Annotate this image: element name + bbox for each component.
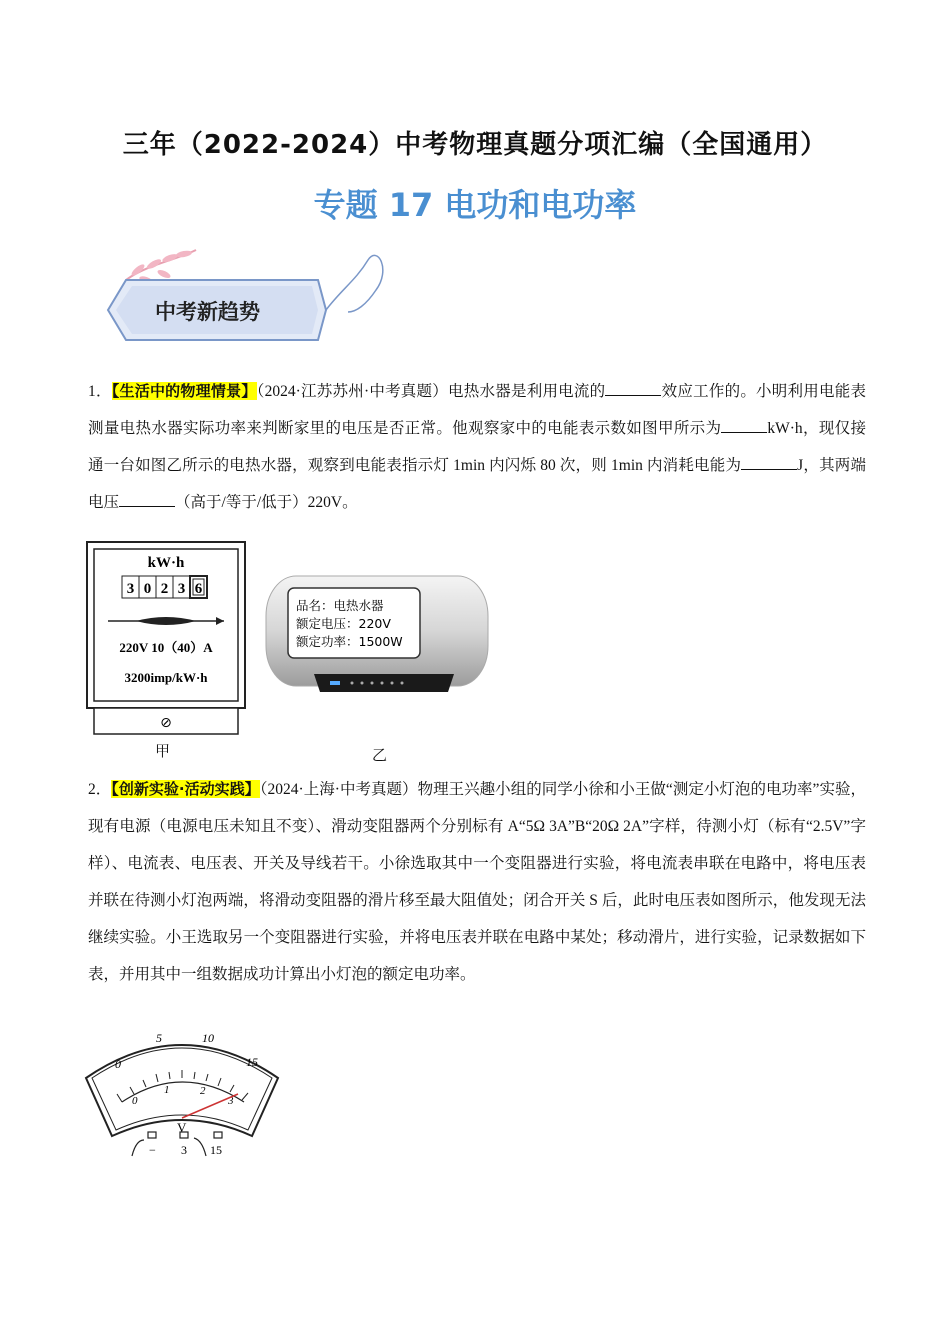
- heater-label-name: 品名：电热水器: [296, 598, 384, 613]
- meter-unit: kW·h: [147, 555, 185, 571]
- question-text: 电热水器是利用电流的: [448, 383, 606, 400]
- heater-label-power: 额定功率：1500W: [296, 634, 403, 649]
- trend-banner: [86, 240, 396, 350]
- question-tag: 【创新实验·活动实践】: [111, 780, 260, 798]
- voltmeter-figure: [82, 1020, 282, 1160]
- figure-caption-jia: 甲: [155, 742, 171, 760]
- topic-subtitle: 专题 17 电功和电功率: [313, 186, 637, 224]
- inner-tick-label: 1: [164, 1084, 170, 1096]
- terminal-label: −: [149, 1143, 156, 1157]
- meter-digits: [122, 576, 207, 598]
- question-source: （2024·江苏苏州·中考真题）: [256, 383, 449, 400]
- question-source: （2024·上海·中考真题）: [259, 781, 418, 798]
- question-text: kW·h，现仅接通一台如图乙所示的电热水器，观察到电能表指示灯 1min 内闪烁 80 次，则 1min 内消耗电能为: [88, 420, 866, 474]
- inner-tick-label: 0: [132, 1095, 138, 1107]
- outer-tick-label: 5: [156, 1031, 162, 1045]
- inner-tick-label: 3: [228, 1095, 234, 1107]
- answer-blank[interactable]: [119, 492, 175, 507]
- meter-digit: 3: [177, 581, 186, 597]
- outer-tick-label: 15: [246, 1055, 258, 1069]
- terminal-label: 15: [210, 1143, 222, 1157]
- voltmeter-unit: V: [177, 1120, 187, 1135]
- answer-blank[interactable]: [721, 418, 767, 433]
- answer-blank[interactable]: [605, 381, 661, 396]
- question-text: （高于/等于/低于）220V。: [175, 494, 358, 511]
- meter-constant: 3200imp/kW·h: [124, 670, 208, 685]
- meter-digit: 3: [126, 581, 135, 597]
- prohibit-icon: ⊘: [160, 715, 172, 731]
- page-title: 三年（2022-2024）中考物理真题分项汇编（全国通用）: [122, 130, 828, 160]
- outer-tick-label: 10: [202, 1031, 214, 1045]
- terminal-icons: [132, 1132, 222, 1156]
- question-tag: 【生活中的物理情景】: [111, 382, 257, 400]
- banner-label: 中考新趋势: [155, 300, 260, 324]
- outer-tick-label: 0: [115, 1057, 121, 1071]
- question-text: J，其两端电压: [88, 457, 866, 511]
- meter-rating: 220V 10（40）A: [119, 640, 213, 655]
- question-number: 1．: [88, 383, 112, 400]
- heater-label-voltage: 额定电压：220V: [296, 616, 391, 631]
- question-text: 效应工作的。小明利用电能表测量电热水器实际功率来判断家里的电压是否正常。他观察家中的电能表示数如图甲所示为: [88, 383, 866, 437]
- answer-blank[interactable]: [741, 455, 797, 470]
- question-1: [88, 373, 866, 521]
- terminal-label: 3: [181, 1143, 187, 1157]
- inner-tick-label: 2: [200, 1085, 206, 1097]
- figure-caption-yi: 乙: [372, 746, 388, 764]
- meter-digit: 6: [194, 581, 203, 597]
- meter-digit: 2: [160, 581, 169, 597]
- question-number: 2．: [88, 781, 112, 798]
- meter-digit: 0: [143, 581, 152, 597]
- water-heater-figure: [262, 570, 492, 700]
- question-2: [88, 771, 866, 993]
- energy-meter-figure: [86, 541, 246, 736]
- question-text: 物理王兴趣小组的同学小徐和小王做“测定小灯泡的电功率”实验，现有电源（电源电压未知且不变）、滑动变阻器两个分别标有 A“5Ω 3A”B“20Ω 2A”字样，待测小灯（标有“2.5V”字样）、电流表、电压表、开关及导线若干。小徐选取其中一个变阻器进行实验，将电流表串联在电路中，将电压表并联在待测小灯泡两端，将滑动变阻器的滑片移至最大阻值处；闭合开关 S 后，此时电压表如图所示，他发现无法继续实验。小王选取另一个变阻器进行实验，并将电压表并联在电路中某处；移动滑片，进行实验，记录数据如下表，并用其中一组数据成功计算出小灯泡的额定电功率。: [88, 781, 866, 983]
